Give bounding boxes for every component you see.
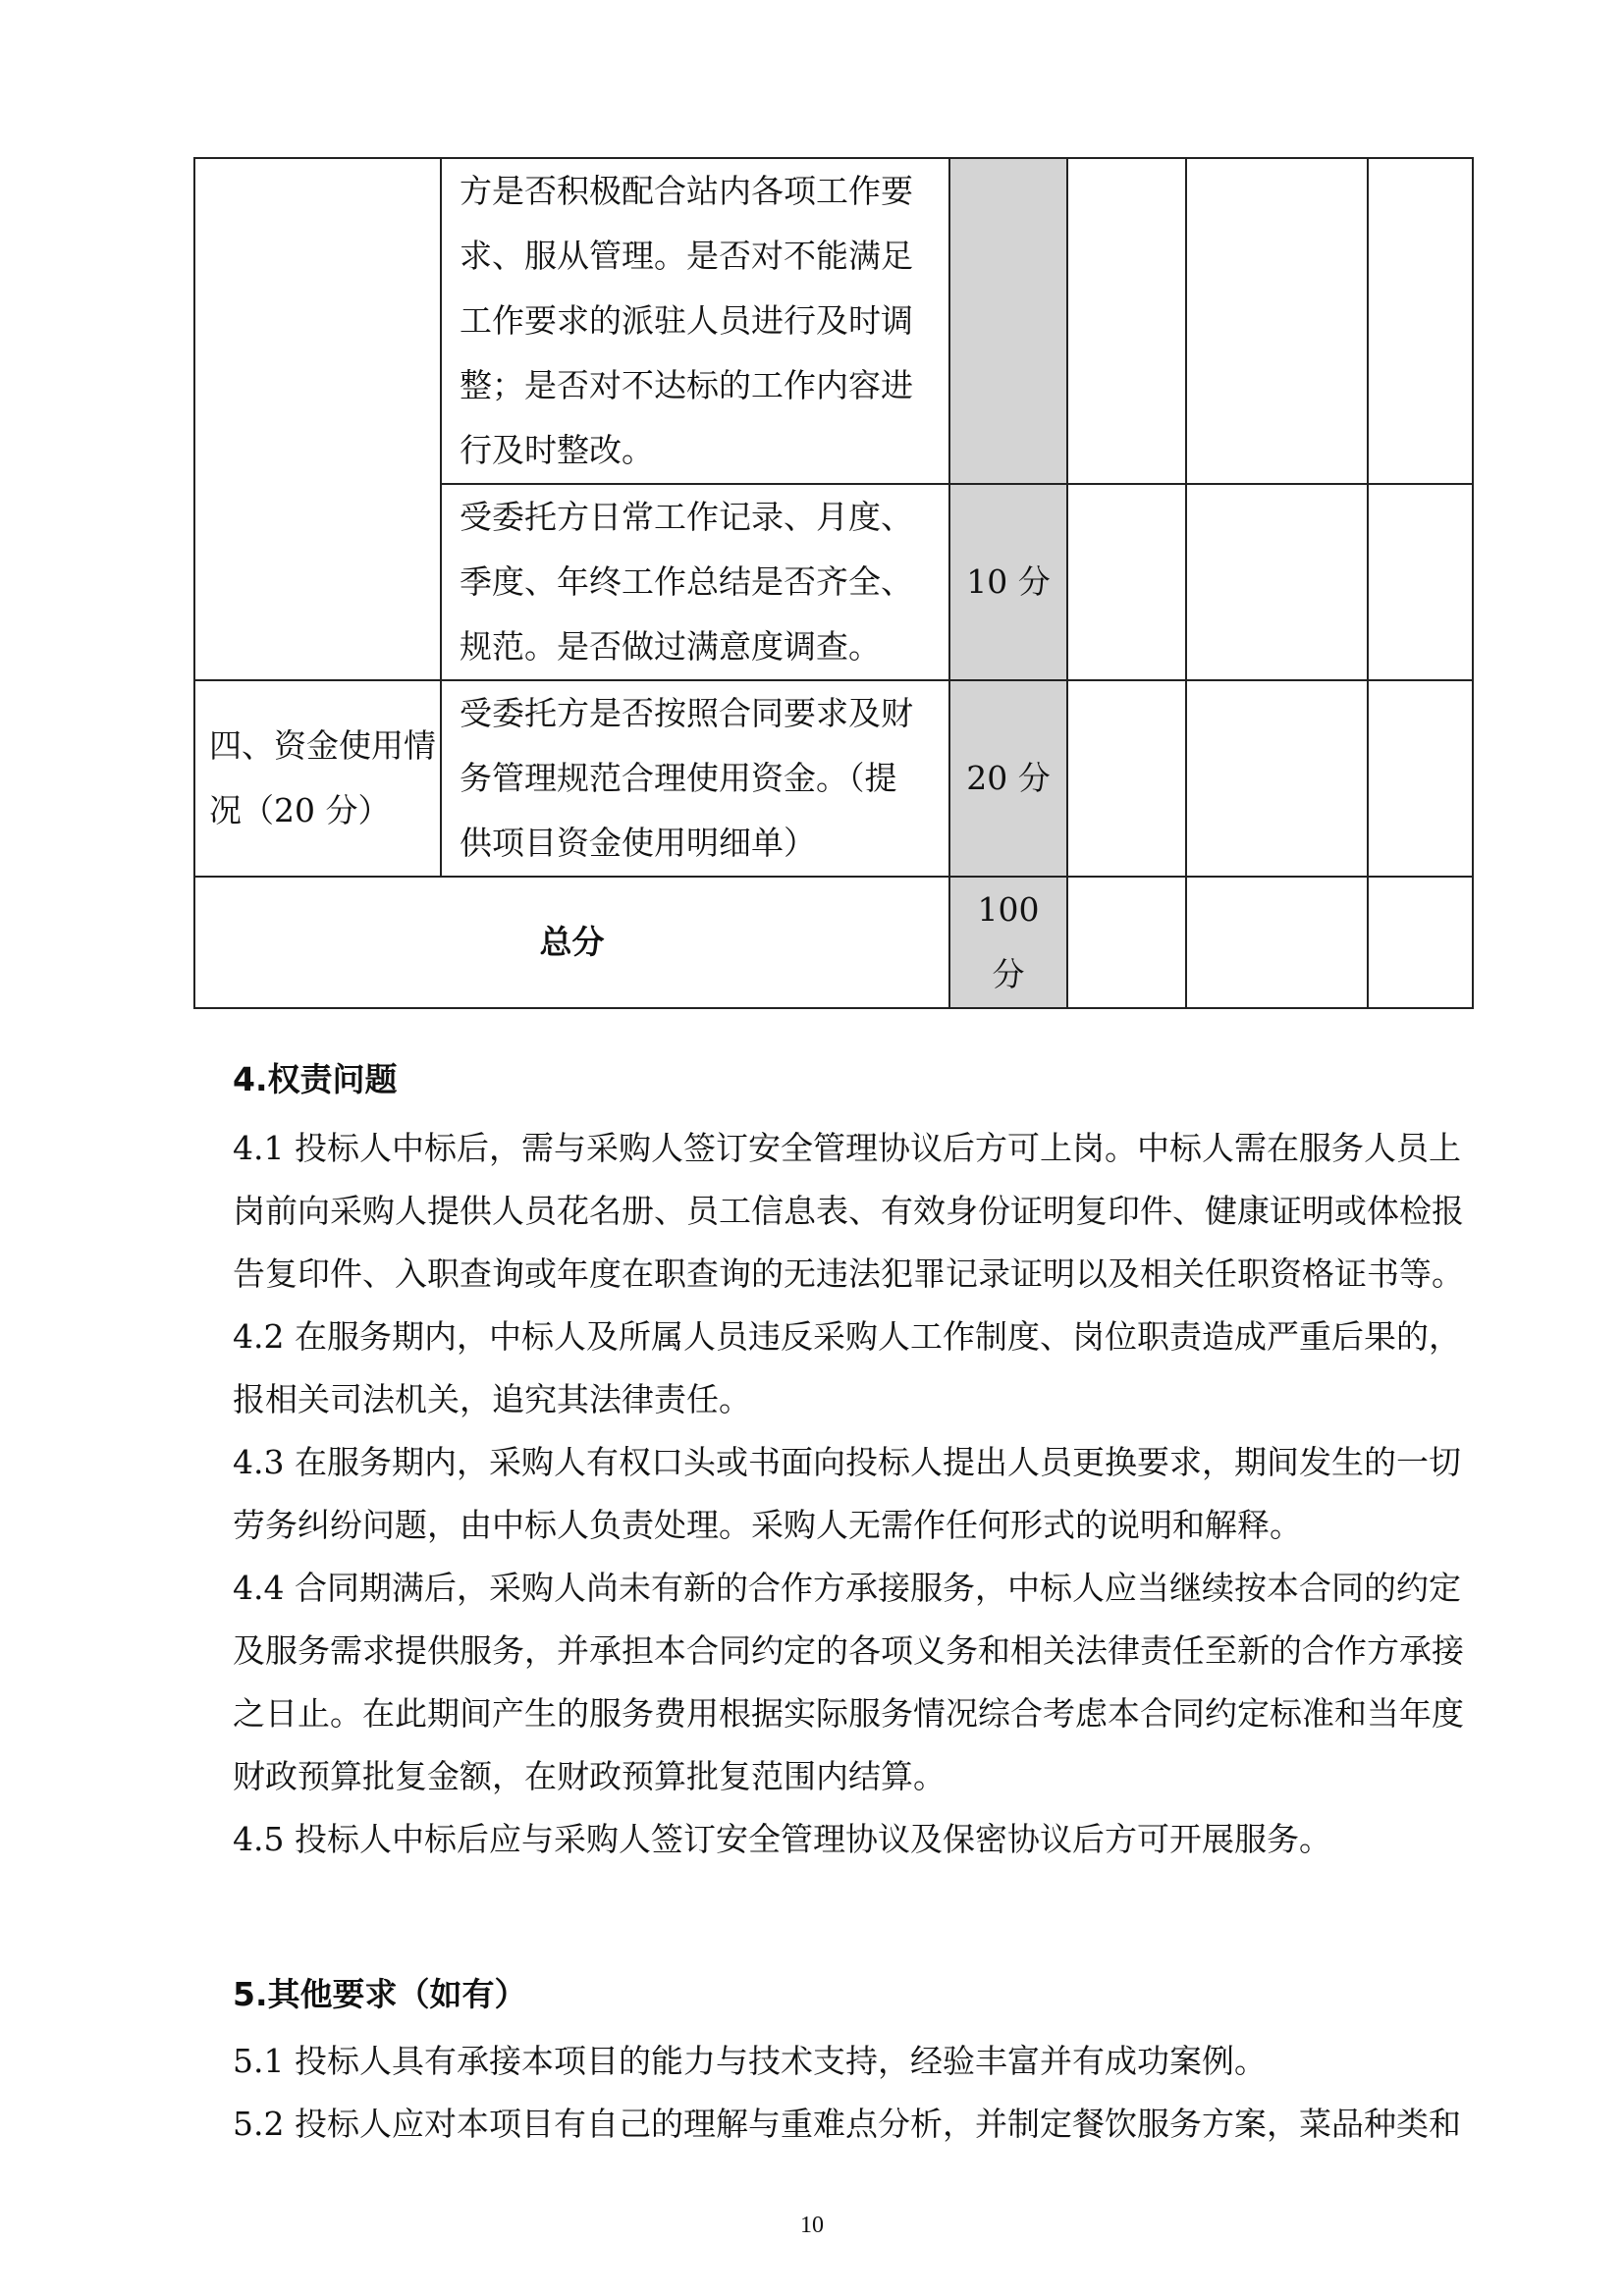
section-4-heading: 4.权责问题 [233,1060,398,1098]
blank-cell [1067,877,1186,1008]
blank-cell [1186,158,1368,484]
score-cell [949,158,1067,484]
paragraph-line: 劳务纠纷问题，由中标人负责处理。采购人无需作任何形式的说明和解释。 [233,1506,1302,1544]
category-cell-empty [194,158,441,680]
section-5-body [233,2030,1472,2156]
paragraph-line: 5.1 投标人具有承接本项目的能力与技术支持，经验丰富并有成功案例。 [233,2042,1267,2080]
criteria-cell: 方是否积极配合站内各项工作要 求、服从管理。是否对不能满足 工作要求的派驻人员进行及时调 整；是否对不达标的工作内容进 行及时整改。 [441,158,949,484]
score-cell: 20 分 [949,680,1067,877]
criteria-cell: 受委托方日常工作记录、月度、 季度、年终工作总结是否齐全、 规范。是否做过满意度调查。 [441,484,949,680]
paragraph-line: 5.2 投标人应对本项目有自己的理解与重难点分析，并制定餐饮服务方案，菜品种类和 [233,2105,1461,2143]
criteria-cell: 受委托方是否按照合同要求及财 务管理规范合理使用资金。（提 供项目资金使用明细单） [441,680,949,877]
paragraph-line: 4.5 投标人中标后应与采购人签订安全管理协议及保密协议后方可开展服务。 [233,1820,1331,1858]
blank-cell [1186,877,1368,1008]
blank-cell [1067,484,1186,680]
category-cell: 四、资金使用情 况（20 分） [194,680,441,877]
paragraph-line: 4.3 在服务期内，采购人有权口头或书面向投标人提出人员更换要求，期间发生的一切 [233,1443,1461,1481]
table-row [194,158,1473,484]
paragraph-line: 4.2 在服务期内，中标人及所属人员违反采购人工作制度、岗位职责造成严重后果的， [233,1317,1461,1356]
blank-cell [1067,680,1186,877]
section-4-body [233,1117,1472,1871]
total-score: 100 分 [949,877,1067,1008]
paragraph-line: 4.4 合同期满后，采购人尚未有新的合作方承接服务，中标人应当继续按本合同的约定 [233,1569,1461,1607]
blank-cell [1186,484,1368,680]
paragraph-line: 报相关司法机关，追究其法律责任。 [233,1380,751,1418]
blank-cell [1186,680,1368,877]
paragraph-line: 4.1 投标人中标后，需与采购人签订安全管理协议后方可上岗。中标人需在服务人员上 [233,1129,1461,1167]
blank-cell [1067,158,1186,484]
table-row [194,680,1473,877]
paragraph-line: 之日止。在此期间产生的服务费用根据实际服务情况综合考虑本合同约定标准和当年度 [233,1694,1464,1733]
paragraph-line: 岗前向采购人提供人员花名册、员工信息表、有效身份证明复印件、健康证明或体检报 [233,1192,1464,1230]
scoring-table [193,157,1474,1009]
total-label: 总分 [194,877,949,1008]
blank-cell [1368,158,1473,484]
blank-cell [1368,680,1473,877]
page-number: 10 [800,2213,824,2238]
total-row [194,877,1473,1008]
section-5-heading: 5.其他要求（如有） [233,1975,527,2013]
score-cell: 10 分 [949,484,1067,680]
blank-cell [1368,484,1473,680]
paragraph-line: 及服务需求提供服务，并承担本合同约定的各项义务和相关法律责任至新的合作方承接 [233,1631,1464,1670]
blank-cell [1368,877,1473,1008]
paragraph-line: 告复印件、入职查询或年度在职查询的无违法犯罪记录证明以及相关任职资格证书等。 [233,1255,1464,1293]
paragraph-line: 财政预算批复金额，在财政预算批复范围内结算。 [233,1757,946,1795]
